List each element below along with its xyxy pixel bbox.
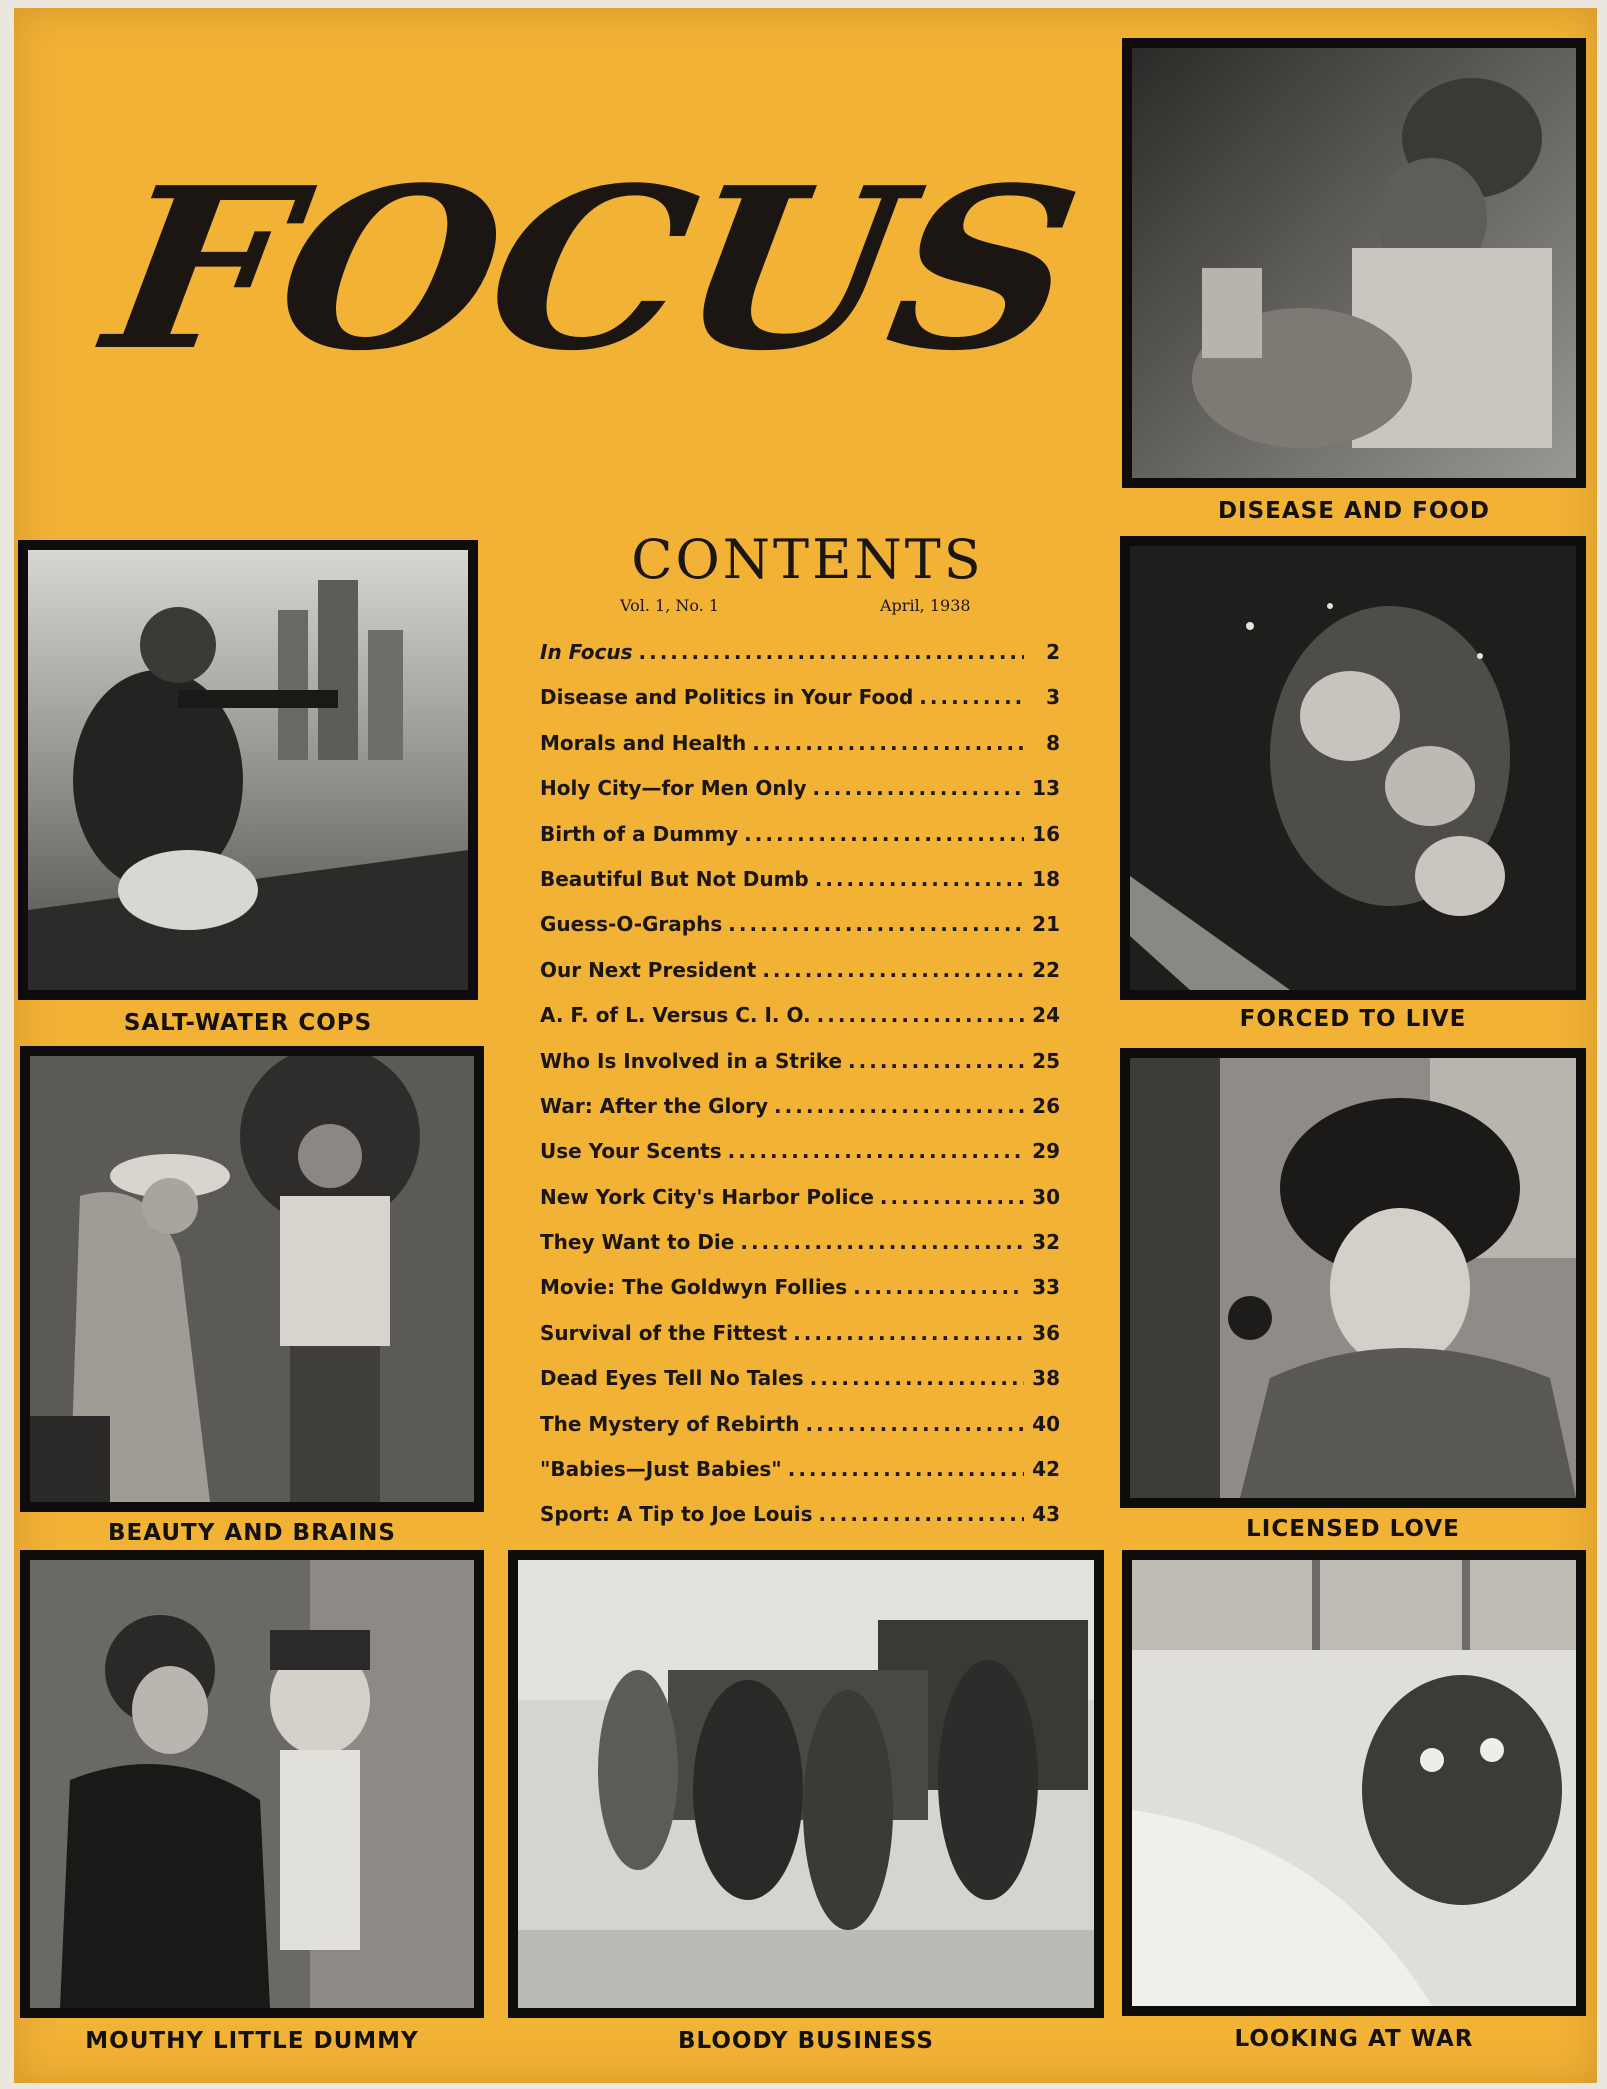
table-of-contents xyxy=(540,640,1060,1548)
toc-item-page: 24 xyxy=(1032,1003,1060,1028)
toc-item-title: Our Next President xyxy=(540,957,757,982)
toc-item-title: The Mystery of Rebirth xyxy=(540,1411,800,1436)
toc-item xyxy=(540,1049,1060,1094)
photo-image xyxy=(1130,1058,1576,1498)
toc-item xyxy=(540,1275,1060,1320)
toc-leader xyxy=(774,1094,1024,1118)
toc-item-title: Disease and Politics in Your Food xyxy=(540,685,914,710)
toc-leader xyxy=(752,731,1024,755)
caption-mouthy-little-dummy: MOUTHY LITTLE DUMMY xyxy=(85,2028,419,2054)
toc-item xyxy=(540,776,1060,821)
toc-leader xyxy=(813,776,1024,800)
toc-item-title: Holy City—for Men Only xyxy=(540,776,807,801)
toc-item-title: Movie: The Goldwyn Follies xyxy=(540,1275,848,1300)
toc-item-title: Guess-O-Graphs xyxy=(540,912,723,937)
toc-item-page: 33 xyxy=(1032,1275,1060,1300)
toc-item-page: 8 xyxy=(1046,730,1060,755)
toc-item-title: Survival of the Fittest xyxy=(540,1320,788,1345)
photo-image xyxy=(30,1560,474,2008)
toc-item xyxy=(540,1094,1060,1139)
toc-item xyxy=(540,731,1060,776)
toc-item-page: 32 xyxy=(1032,1230,1060,1255)
toc-item xyxy=(540,1003,1060,1048)
toc-item xyxy=(540,1139,1060,1184)
toc-leader xyxy=(728,912,1024,936)
photo-looking-at-war xyxy=(1122,1550,1586,2016)
toc-item-title: In Focus xyxy=(540,640,633,664)
photo-image xyxy=(30,1056,474,1502)
toc-item-page: 25 xyxy=(1032,1048,1060,1073)
toc-leader xyxy=(744,822,1024,846)
toc-item xyxy=(540,822,1060,867)
toc-item-page: 13 xyxy=(1032,776,1060,801)
toc-item-title: Morals and Health xyxy=(540,730,747,755)
toc-leader xyxy=(762,958,1024,982)
caption-bloody-business: BLOODY BUSINESS xyxy=(678,2028,934,2054)
toc-item-page: 18 xyxy=(1032,866,1060,891)
toc-leader xyxy=(728,1139,1024,1163)
toc-item-title: Use Your Scents xyxy=(540,1139,722,1164)
caption-looking-at-war: LOOKING AT WAR xyxy=(1234,2026,1474,2052)
photo-forced-to-live xyxy=(1120,536,1586,1000)
toc-item xyxy=(540,1366,1060,1411)
issue-date: April, 1938 xyxy=(880,596,971,615)
toc-leader xyxy=(853,1275,1024,1299)
caption-beauty-and-brains: BEAUTY AND BRAINS xyxy=(108,1520,396,1546)
toc-item xyxy=(540,1412,1060,1457)
photo-image xyxy=(518,1560,1094,2008)
toc-item-title: Who Is Involved in a Strike xyxy=(540,1048,843,1073)
toc-leader xyxy=(880,1185,1024,1209)
toc-item-title: Dead Eyes Tell No Tales xyxy=(540,1366,804,1391)
toc-item-page: 38 xyxy=(1032,1366,1060,1391)
toc-item-page: 16 xyxy=(1032,821,1060,846)
toc-leader xyxy=(740,1230,1024,1254)
toc-item xyxy=(540,1230,1060,1275)
toc-item-page: 36 xyxy=(1032,1320,1060,1345)
toc-item-page: 30 xyxy=(1032,1184,1060,1209)
toc-item-title: New York City's Harbor Police xyxy=(540,1184,874,1209)
photo-beauty-and-brains xyxy=(20,1046,484,1512)
photo-image xyxy=(1130,546,1576,990)
photo-salt-water-cops xyxy=(18,540,478,1000)
toc-item xyxy=(540,640,1060,685)
toc-item xyxy=(540,1502,1060,1547)
toc-leader xyxy=(805,1412,1024,1436)
caption-forced-to-live: FORCED TO LIVE xyxy=(1239,1006,1467,1032)
masthead-title: FOCUS xyxy=(92,140,1088,400)
toc-leader xyxy=(815,867,1024,891)
toc-item-title: A. F. of L. Versus C. I. O. xyxy=(540,1003,811,1028)
photo-bloody-business xyxy=(508,1550,1104,2018)
volume-number: Vol. 1, No. 1 xyxy=(620,596,720,615)
toc-item-title: Sport: A Tip to Joe Louis xyxy=(540,1502,813,1527)
photo-licensed-love xyxy=(1120,1048,1586,1508)
toc-item-title: "Babies—Just Babies" xyxy=(540,1457,782,1482)
toc-item xyxy=(540,1457,1060,1502)
toc-item-page: 3 xyxy=(1046,685,1060,710)
toc-item-page: 42 xyxy=(1032,1457,1060,1482)
photo-image xyxy=(28,550,468,990)
photo-image xyxy=(1132,48,1576,478)
toc-leader xyxy=(810,1366,1024,1390)
toc-item xyxy=(540,958,1060,1003)
toc-leader xyxy=(819,1502,1024,1526)
toc-leader xyxy=(817,1003,1024,1027)
toc-item-page: 43 xyxy=(1032,1502,1060,1527)
toc-item-page: 2 xyxy=(1046,640,1060,664)
toc-item xyxy=(540,1321,1060,1366)
toc-item xyxy=(540,1185,1060,1230)
caption-disease-and-food: DISEASE AND FOOD xyxy=(1217,498,1491,524)
toc-item xyxy=(540,867,1060,912)
toc-item-title: They Want to Die xyxy=(540,1230,735,1255)
toc-item-title: War: After the Glory xyxy=(540,1093,769,1118)
toc-item-title: Beautiful But Not Dumb xyxy=(540,866,809,891)
caption-licensed-love: LICENSED LOVE xyxy=(1246,1516,1460,1542)
toc-item-page: 22 xyxy=(1032,957,1060,982)
contents-heading: CONTENTS xyxy=(631,528,984,591)
toc-item-page: 26 xyxy=(1032,1093,1060,1118)
photo-mouthy-little-dummy xyxy=(20,1550,484,2018)
caption-salt-water-cops: SALT-WATER COPS xyxy=(123,1010,373,1036)
toc-leader xyxy=(788,1457,1024,1481)
toc-item-page: 29 xyxy=(1032,1139,1060,1164)
toc-leader xyxy=(793,1321,1024,1345)
toc-leader xyxy=(848,1049,1024,1073)
toc-item xyxy=(540,912,1060,957)
toc-item-page: 40 xyxy=(1032,1411,1060,1436)
photo-image xyxy=(1132,1560,1576,2006)
photo-disease-and-food xyxy=(1122,38,1586,488)
toc-leader xyxy=(639,640,1025,664)
toc-item-page: 21 xyxy=(1032,912,1060,937)
toc-leader xyxy=(919,685,1024,709)
toc-item-title: Birth of a Dummy xyxy=(540,821,739,846)
toc-item xyxy=(540,685,1060,730)
